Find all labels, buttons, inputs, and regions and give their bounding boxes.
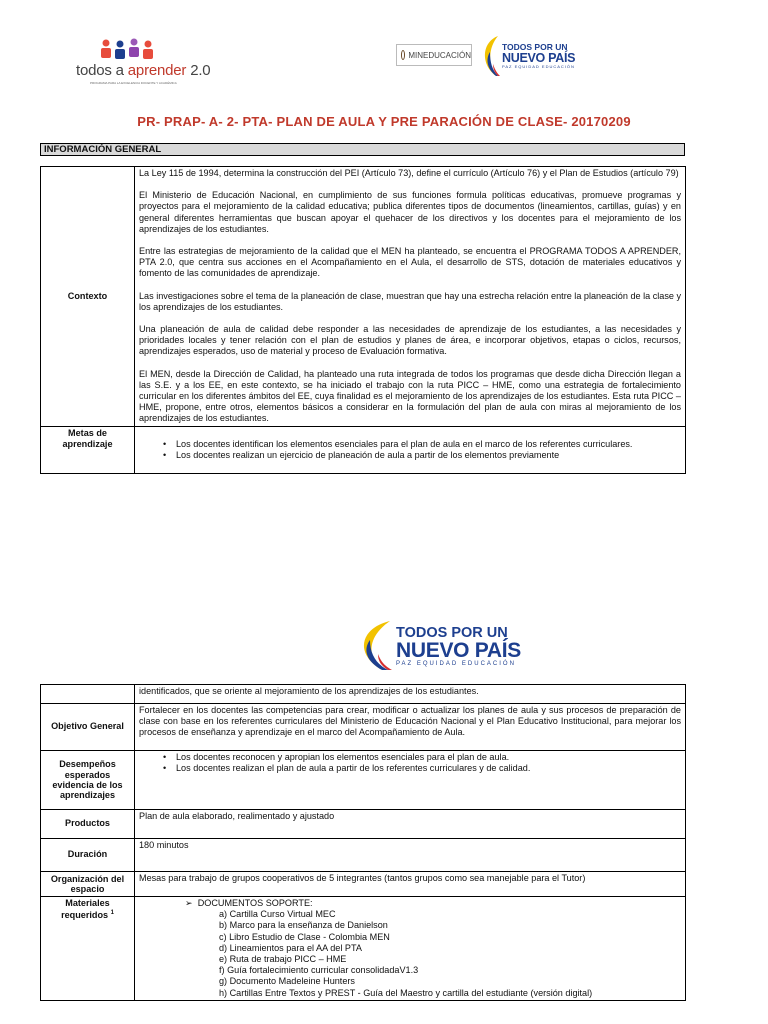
list-item: • Los docentes identifican los elementos esenciales para el plan de aula en el marco de los referentes curriculares. — [163, 439, 681, 450]
table-row — [41, 685, 686, 704]
document-title: PR- PRAP- A- 2- PTA- PLAN DE AULA Y PRE PARACIÓN DE CLASE- 20170209 — [137, 114, 631, 129]
todos-a-aprender-logo — [76, 38, 211, 88]
materiales-cell — [135, 897, 686, 1001]
tap-logo-text: todos a aprender 2.0 — [76, 62, 211, 79]
table-row — [41, 872, 686, 897]
mineducacion-logo: MINEDUCACIÓN — [396, 44, 472, 66]
table-row — [41, 810, 686, 839]
list-item: e) Ruta de trabajo PICC – HME — [219, 954, 347, 965]
arrow-bullet-icon: ➢ — [185, 898, 193, 908]
list-item: • Los docentes realizan un ejercicio de planeación de aula a partir de los elementos previamente — [163, 450, 681, 461]
todos-por-un-nuevo-pais-logo-page2: TODOS POR UN NUEVO PAÍS PAZ EQUIDAD EDUCACIÓN — [352, 618, 521, 674]
organizacion-label: Organización del espacio — [41, 872, 135, 897]
table-row — [41, 704, 686, 751]
section-header: INFORMACIÓN GENERAL — [40, 143, 685, 156]
duracion-label: Duración — [41, 839, 135, 872]
materiales-heading: ➢ DOCUMENTOS SOPORTE: — [185, 898, 313, 908]
list-item: h) Cartillas Entre Textos y PREST - Guía del Maestro y cartilla del estudiante (versión digital) — [219, 987, 593, 998]
list-item: f) Guía fortalecimiento curricular consolidadaV1.3 — [219, 965, 419, 976]
contexto-label: Contexto — [41, 167, 135, 427]
table-row — [41, 751, 686, 810]
list-item: b) Marco para la enseñanza de Danielson — [219, 920, 388, 931]
tap-logo-subtitle: PROGRAMA PARA LA EXCELENCIA DOCENTE Y ACADÉMICA — [90, 81, 177, 85]
list-item: a) Cartilla Curso Virtual MEC — [219, 909, 336, 920]
table-row — [41, 897, 686, 1001]
organizacion-cell: Mesas para trabajo de grupos cooperativos de 5 integrantes (tantos grupos como sea manejable para el Tutor) — [135, 872, 686, 897]
info-table-page2 — [40, 684, 686, 1001]
duracion-cell: 180 minutos — [135, 839, 686, 872]
contexto-cell: La Ley 115 de 1994, determina la construcción del PEI (Artículo 73), define el currículo (Artículo 76) y el Plan de Estudios (artículo 79) El Ministerio de Educación Nacional, en cumplimiento de sus funciones formula políticas educativas, promueve programas y proyectos para el mejoramiento de la calidad educativa; publica diferentes tipos de documentos (lineamientos, cartillas, guías) y en general diferentes herramientas que buscan apoyar el quehacer de los directivos y los docentes para el mejoramiento de los aprendizajes de los estudiantes. Entre las estrategias de mejoramiento de la calidad que el MEN ha planteado, se encuentra el PROGRAMA TODOS A APRENDER, PTA 2.0, que centra sus acciones en el Acompañamiento en el Aula, el desarrollo de STS, dotación de materiales educativos y fomento de las comunidades de aprendizaje. Las investigaciones sobre el tema de la planeación de clase, muestran que hay una estrecha relación entre la planeación de la clase y los aprendizajes de los estudiantes. Una planeación de aula de calidad debe responder a las necesidades de aprendizaje de los estudiantes, a las necesidades y prioridades locales y tener relación con el plan de estudios y planes de área, e incorporar objetivos, etapas o ciclos, recursos, aprendizajes esperados, uso de material y proceso de Evaluación formativa. El MEN, desde la Dirección de Calidad, ha planteado una ruta integrada de todos los programas que desde dicha Dirección llegan a las S.E. y a los EE, en este contexto, se ha iniciado el trabajo con la ruta PICC – HME, como una estrategia de fortalecimiento curricular en los diferentes ámbitos del EE, cuya finalidad es el mejoramiento de los aprendizajes de los estudiantes. Esta ruta PICC – HME, propone, entre otros, elementos básicos a considerar en la formulación del plan de aula con miras al mejoramiento de los aprendizajes de los estudiantes. — [135, 167, 686, 427]
metas-label: Metas de aprendizaje — [41, 426, 135, 473]
colombia-flag-swoosh-icon — [478, 34, 500, 78]
list-item: • Los docentes reconocen y apropian los elementos esenciales para el plan de aula. — [163, 752, 681, 763]
productos-cell: Plan de aula elaborado, realimentado y ajustado — [135, 810, 686, 839]
metas-continued-cell: identificados, que se oriente al mejoramiento de los aprendizajes de los estudiantes. — [135, 685, 686, 704]
children-figures-icon — [100, 38, 160, 60]
table-row — [41, 839, 686, 872]
materiales-label: Materiales requeridos $^1$ — [41, 897, 135, 1001]
objetivo-cell: Fortalecer en los docentes las competencias para crear, modificar o actualizar los planes de aula y sus procesos de preparación de clase con base en los referentes curriculares del Ministerio de Educación Nacional y el Plan Educativo Institucional, para mejorar los procesos de enseñanza y aprendizaje en el marco del Acompañamiento de Aula. — [135, 704, 686, 751]
list-item: c) Libro Estudio de Clase - Colombia MEN — [219, 931, 390, 942]
list-item: g) Documento Madeleine Hunters — [219, 976, 355, 987]
productos-label: Productos — [41, 810, 135, 839]
table-row — [41, 426, 686, 473]
objetivo-label: Objetivo General — [41, 704, 135, 751]
desempenos-label: Desempeños esperados evidencia de los aprendizajes — [41, 751, 135, 810]
todos-por-un-nuevo-pais-logo-top: TODOS POR UN NUEVO PAÍS PAZ EQUIDAD EDUCACIÓN — [478, 34, 575, 78]
list-item: • Los docentes realizan el plan de aula a partir de los referentes curriculares y de calidad. — [163, 763, 681, 774]
colombia-flag-swoosh-icon — [352, 618, 392, 674]
metas-cell — [135, 426, 686, 473]
seal-icon — [401, 50, 405, 60]
table-row — [41, 167, 686, 427]
desempenos-cell — [135, 751, 686, 810]
list-item: d) Lineamientos para el AA del PTA — [219, 942, 362, 953]
info-table-page1 — [40, 166, 686, 474]
